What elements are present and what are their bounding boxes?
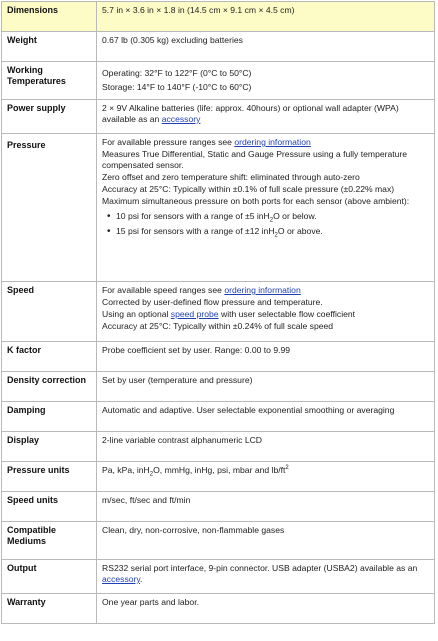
speed-probe-link[interactable]: speed probe (170, 309, 219, 319)
value-dimensions: 5.7 in × 3.6 in × 1.8 in (14.5 cm × 9.1 cm × 4.5 cm) (97, 2, 435, 32)
value-power-supply (97, 100, 435, 134)
row-working-temperatures (2, 62, 435, 100)
storage-temp: Storage: 14°F to 140°F (-10°C to 60°C) (102, 82, 252, 92)
pressure-accuracy: Accuracy at 25°C: Typically within ±0.1% of full scale pressure (±0.22% max) (102, 184, 395, 194)
label-warranty: Warranty (2, 594, 97, 624)
label-density-correction: Density correction (2, 372, 97, 402)
speed-accuracy: Accuracy at 25°C: Typically within ±0.24% of full scale speed (102, 321, 334, 331)
row-pressure-units (2, 462, 435, 492)
pressure-bullet-item: • 15 psi for sensors with a range of ±12 inH$_2$O or above. (116, 226, 429, 237)
spec-table-container (1, 1, 435, 624)
pressure-ranges-text: For available pressure ranges see (102, 137, 235, 147)
pressure-max-simultaneous: Maximum simultaneous pressure on both ports for each sensor (above ambient): (102, 196, 410, 206)
row-compatible-mediums (2, 522, 435, 560)
label-line: Temperatures (7, 76, 66, 86)
row-display (2, 432, 435, 462)
value-display: 2-line variable contrast alphanumeric LCD (97, 432, 435, 462)
pressure-bullet-item: • 10 psi for sensors with a range of ±5 inH$_2$O or below. (116, 211, 429, 222)
value-density-correction: Set by user (temperature and pressure) (97, 372, 435, 402)
row-speed (2, 282, 435, 342)
speed-ranges: For available speed ranges see ordering information (102, 285, 301, 295)
label-output: Output (2, 560, 97, 594)
value-speed (97, 282, 435, 342)
value-damping: Automatic and adaptive. User selectable exponential smoothing or averaging (97, 402, 435, 432)
row-output (2, 560, 435, 594)
label-working-temperatures (2, 62, 97, 100)
ordering-information-link[interactable]: ordering information (224, 285, 301, 295)
pressure-zero-offset: Zero offset and zero temperature shift: eliminated through auto-zero (102, 172, 360, 182)
pressure-measures: Measures True Differential, Static and Gauge Pressure using a fully temperature compensated sensor. (102, 149, 408, 170)
pressure-bullet-list (102, 211, 429, 237)
label-speed: Speed (2, 282, 97, 342)
label-speed-units: Speed units (2, 492, 97, 522)
speed-probe: Using an optional speed probe with user selectable flow coefficient (102, 309, 356, 319)
row-warranty (2, 594, 435, 624)
pressure-ranges (102, 137, 429, 148)
accessory-link[interactable]: accessory (161, 114, 201, 124)
row-weight (2, 32, 435, 62)
value-k-factor: Probe coefficient set by user. Range: 0.00 to 9.99 (97, 342, 435, 372)
label-pressure: Pressure (2, 134, 97, 282)
label-weight: Weight (2, 32, 97, 62)
value-pressure (97, 134, 435, 282)
label-damping: Damping (2, 402, 97, 432)
label-pressure-units: Pressure units (2, 462, 97, 492)
value-output: RS232 serial port interface, 9-pin connector. USB adapter (USBA2) available as an accessory. (97, 560, 435, 594)
value-pressure-units: Pa, kPa, inH$_2$O, mmHg, inHg, psi, mbar and $lb/ft^2$ (97, 462, 435, 492)
label-compatible-mediums (2, 522, 97, 560)
label-line: Mediums (7, 536, 47, 546)
label-line: Compatible (7, 525, 57, 535)
row-dimensions (2, 2, 435, 32)
value-speed-units: m/sec, ft/sec and ft/min (97, 492, 435, 522)
label-power-supply: Power supply (2, 100, 97, 134)
row-damping (2, 402, 435, 432)
operating-temp: Operating: 32°F to 122°F (0°C to 50°C) (102, 68, 252, 78)
speed-corrected: Corrected by user-defined flow pressure and temperature. (102, 297, 323, 307)
power-supply-text: 2 × 9V Alkaline batteries (life: approx. 40hours) or optional wall adapter (WPA) available as an (102, 103, 399, 124)
value-warranty: One year parts and labor. (97, 594, 435, 624)
accessory-link[interactable]: accessory (102, 574, 141, 584)
row-density-correction (2, 372, 435, 402)
label-dimensions: Dimensions (2, 2, 97, 32)
value-weight: 0.67 lb (0.305 kg) excluding batteries (97, 32, 435, 62)
label-line: Working (7, 65, 43, 75)
label-display: Display (2, 432, 97, 462)
row-pressure (2, 134, 435, 282)
value-compatible-mediums: Clean, dry, non-corrosive, non-flammable gases (97, 522, 435, 560)
row-speed-units (2, 492, 435, 522)
specifications-table (1, 1, 435, 624)
value-working-temperatures (97, 62, 435, 100)
label-k-factor: K factor (2, 342, 97, 372)
ordering-information-link[interactable]: ordering information (234, 137, 311, 147)
row-k-factor (2, 342, 435, 372)
row-power-supply (2, 100, 435, 134)
